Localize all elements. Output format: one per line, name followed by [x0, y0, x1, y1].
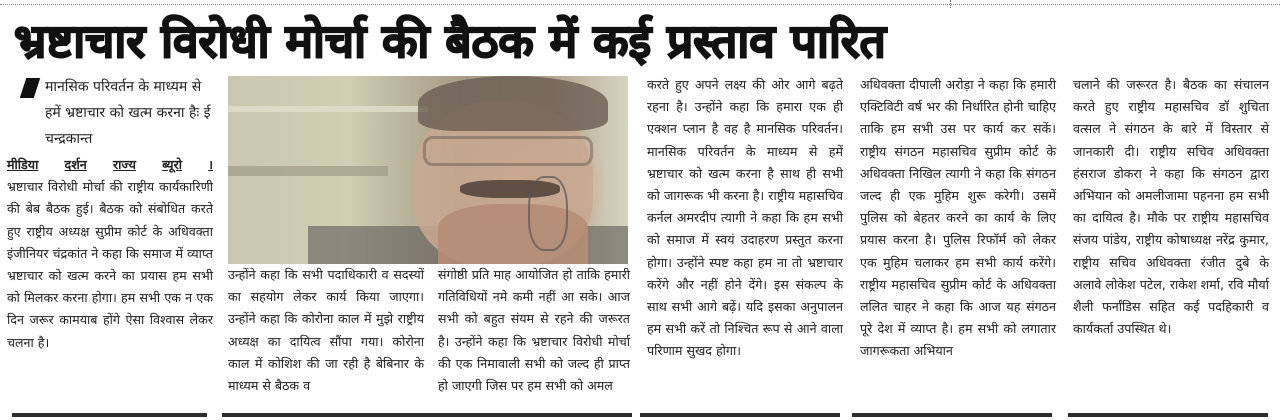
top-dotted-tick: [950, 0, 951, 8]
article-photo: [228, 76, 628, 264]
bottom-rule: [852, 413, 1052, 417]
photo-background-shelf: [228, 166, 388, 176]
byline: [7, 154, 213, 176]
column-text: अधिवक्ता दीपाली अरोड़ा ने कहा कि हमारी एक्टिविटी वर्ष भर की निर्धारित होनी चाहिए ताकि हम सभी उस पर कार्य कर सकें। राष्ट्रीय संगठन महासचिव सुप्रीम कोर्ट के अधिवक्ता निखिल त्यागी ने कहा कि संगठन जल्द ही एक मुहिम शुरू करेगी। उसमें पुलिस को बेहतर करने का कार्य के लिए प्रयास करना है। पुलिस रिफॉर्म को लेकर एक मुहिम चलाकर हम सभी कार्य करेंगे। राष्ट्रीय महासचिव सुप्रीम कोर्ट के अधिवक्ता ललित चाहर ने कहा कि आज यह संगठन पूरे देश में व्याप्त है। हम सभी को लगातार जागरूकता अभियान: [860, 77, 1056, 359]
column-text: भ्रष्टाचार विरोधी मोर्चा की राष्ट्रीय कार्यकारिणी की बेब बैठक हुई। बैठक को संबोधित करते हुए राष्ट्रीय अध्यक्ष सुप्रीम कोर्ट के अधिवक्ता इंजीनियर चंद्रकांत ने कहा कि समाज में व्याप्त भ्रष्टाचार को खत्म करने का प्रयास हम सभी को मिलकर करना होगा। हम सभी एक न एक दिन जरूर कामयाब होंगे ऐसा विश्वास लेकर चलना है।: [7, 179, 213, 350]
article-column-6: [1073, 74, 1269, 340]
article-column-3: [438, 264, 630, 397]
headline: भ्रष्टाचार विरोधी मोर्चा की बैठक में कई प्रस्ताव पारित: [14, 14, 886, 68]
kicker-text: मानसिक परिवर्तन के माध्यम से हमें भ्रष्टाचार को खत्म करना हैः ई चन्द्रकान्त: [45, 79, 211, 147]
column-text: उन्होंने कहा कि सभी पदाधिकारी व सदस्यों का सहयोग लेकर कार्य किया जाएगा। उन्होंने कहा कि कोरोना काल में मुझे राष्ट्रीय अध्यक्ष का दायित्व सौंपा गया। कोरोना काल में कोशिश की जा रही है बेबिनार के माध्यम से बैठक व: [228, 267, 424, 394]
byline-word: दर्शन: [64, 157, 87, 172]
bottom-rule: [1068, 413, 1268, 417]
kicker: [7, 74, 213, 152]
article-column-5: [860, 74, 1056, 363]
byline-word: राज्य: [112, 157, 136, 172]
photo-glasses: [423, 136, 593, 166]
article-column-2: [228, 264, 424, 397]
column-text: संगोष्ठी प्रति माह आयोजित हो ताकि हमारी गतिविधियों नमे कमी नहीं आ सके। आज सभी को बहुत संयम से रहने की जरूरत है। उन्होंने कहा कि भ्रष्टाचार विरोधी मोर्चा की एक निमावाली सभी को जल्द ही प्राप्त हो जाएगी जिस पर हम सभी को अमल: [438, 267, 630, 394]
photo-spectacle-arm: [528, 176, 568, 251]
article-column-4: [647, 74, 843, 363]
bottom-rule: [640, 413, 840, 417]
photo-background-shelf: [228, 106, 428, 112]
bottom-rule: [222, 413, 632, 417]
top-dotted-rule: [0, 4, 1280, 5]
byline-word: ।: [208, 157, 213, 172]
kicker-slash-icon: [20, 78, 40, 98]
photo-hair: [418, 76, 608, 131]
byline-word: मीडिया: [7, 157, 39, 172]
byline-word: ब्यूरो: [162, 157, 183, 172]
column-text: करते हुए अपने लक्ष्य की ओर आगे बढ़ते रहना है। उन्होंने कहा कि हमारा एक ही एक्शन प्लान है वह है मानसिक परिवर्तन। मानसिक परिवर्तन के माध्यम से हमें भ्रष्टाचार को खत्म करना है साथ ही सभी को जागरूक भी करना है। राष्ट्रीय महासचिव कर्नल अमरदीप त्यागी ने कहा कि हम सभी को समाज में स्वयं उदाहरण प्रस्तुत करना होगा। उन्होंने स्पष्ट कहा हम ना तो भ्रष्टाचार करेंगे और नहीं होने देंगे। इस संकल्प के साथ सभी आगे बढ़ें। यदि इसका अनुपालन हम सभी करें तो निश्चित रूप से आने वाला परिणाम सुखद होगा।: [647, 77, 843, 359]
article-column-1: [7, 74, 213, 354]
bottom-rule: [12, 413, 207, 417]
column-text: चलाने की जरूरत है। बैठक का संचालन करते हुए राष्ट्रीय महासचिव डॉ शुचिता वत्सल ने संगठन के बारे में विस्तार से जानकारी दी। राष्ट्रीय सचिव अधिवक्ता हंसराज डोकरा ने कहा कि संगठन द्वारा अभियान को अमलीजामा पहनना हम सभी का दायित्व है। मौके पर राष्ट्रीय महासचिव संजय पांडेय, राष्ट्रीय कोषाध्यक्ष नरेंद्र कुमार, राष्ट्रीय सचिव अधिवक्ता रंजीत दुबे के अलावे लोकेश पटेल, राकेश शर्मा, रवि मौर्या शैली फर्नांडिस सहित कई पदहिकारी व कार्यकर्ता उपस्थित थे।: [1073, 77, 1269, 337]
